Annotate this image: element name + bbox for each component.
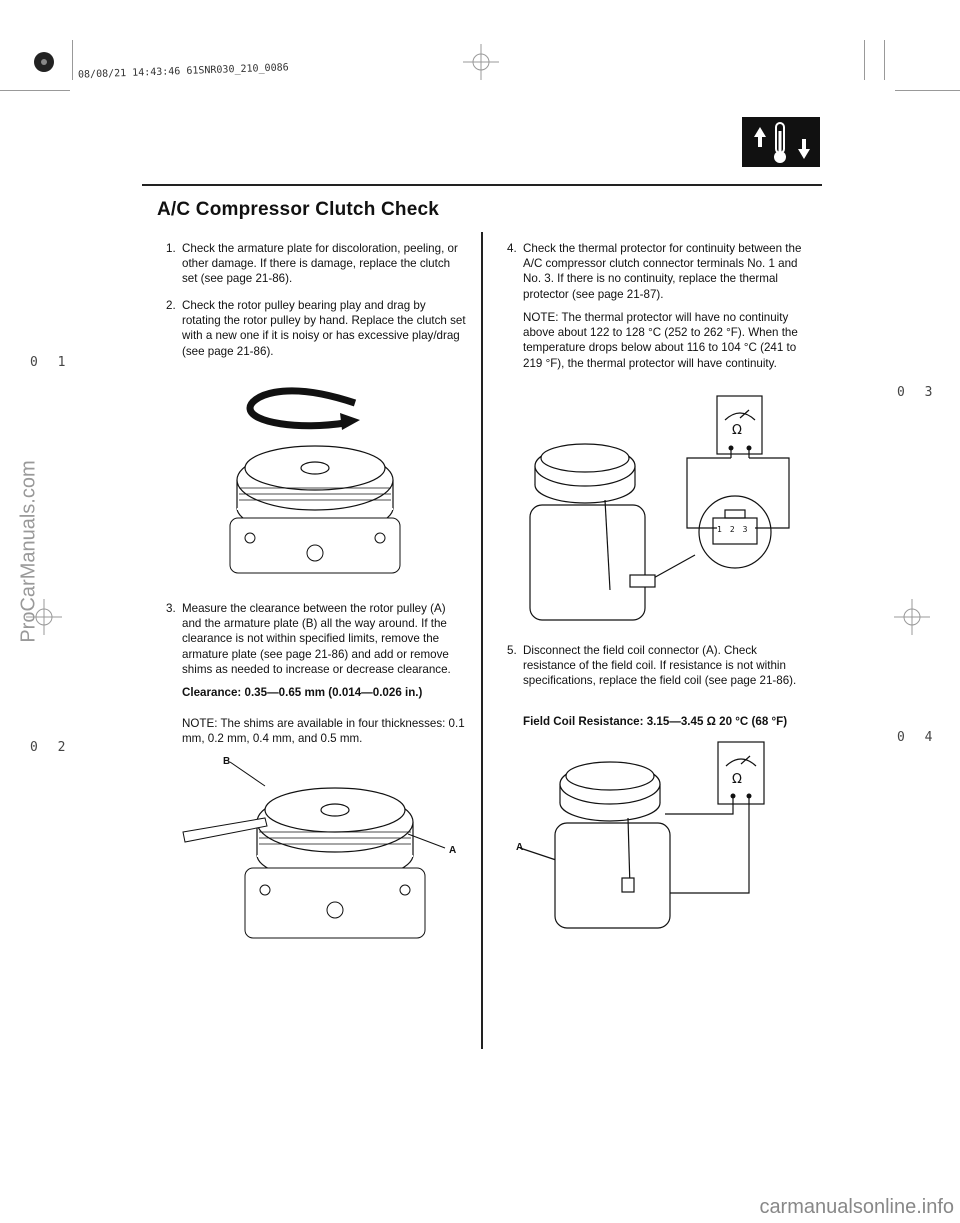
field-coil-figure: [510, 738, 810, 948]
crosshair-icon: [894, 599, 930, 635]
margin-mark-01: 0 1: [30, 355, 72, 370]
compressor-rotation-figure: [220, 368, 470, 578]
step-text: Measure the clearance between the rotor pulley (A) and the armature plate (B) all the way around. If the clearance is not within specified limits, remove the armature plate (see page 21-86) and add or remove shims as needed to increase or decrease clearance.: [182, 602, 451, 676]
shim-note: NOTE: The shims are available in four thicknesses: 0.1 mm, 0.2 mm, 0.4 mm, and 0.5 mm.: [182, 717, 465, 746]
thermal-protector-figure: [505, 390, 815, 640]
terminal-2: 2: [729, 525, 743, 534]
step-3: [166, 601, 466, 677]
rotation-arrow-icon: [250, 391, 355, 426]
step-number: 1.: [166, 242, 176, 255]
step-number: 2.: [166, 299, 176, 312]
label-rotor-pulley: A: [449, 845, 457, 856]
margin-mark-04: 0 4: [897, 730, 939, 745]
step-number: 4.: [507, 242, 517, 255]
margin-mark-02: 0 2: [30, 740, 72, 755]
step-text: Disconnect the field coil connector (A). Check resistance of the field coil. If resistance is not within specifications, replace the field coil (see page 21-86).: [523, 644, 797, 688]
page-title: A/C Compressor Clutch Check: [157, 199, 440, 220]
step-text: Check the rotor pulley bearing play and drag by rotating the rotor pulley by hand. Replace the clutch set with a new one if it is noisy or has excessive play/drag (see page 21-86).: [182, 299, 466, 358]
step-2: [166, 298, 466, 359]
step-text: Check the thermal protector for continuity between the A/C compressor clutch connector terminals No. 1 and No. 3. If there is no continuity, replace the thermal protector (see page 21-87).: [523, 242, 802, 301]
feeler-gauge: [183, 818, 267, 842]
step-text: Check the armature plate for discoloration, peeling, or other damage. If there is damage, replace the clutch set (see page 21-86).: [182, 242, 458, 286]
step-number: 3.: [166, 602, 176, 615]
thermal-note: NOTE: The thermal protector will have no continuity above about 122 to 128 °C (252 to 262 °F). When the temperature drops below about 116 to 104 °C (241 to 219 °F), the thermal protector will have continuity.: [523, 311, 798, 370]
clearance-figure: [175, 750, 475, 950]
step-1: [166, 241, 466, 287]
column-divider: [481, 232, 483, 1049]
label-armature-plate: B: [223, 756, 231, 767]
resistance-spec: Field Coil Resistance: 3.15—3.45 Ω 20 °C (68 °F): [523, 715, 788, 728]
step-number: 5.: [507, 644, 517, 657]
header-rule: [142, 184, 822, 186]
ohm-symbol-icon: Ω: [732, 423, 742, 438]
clearance-spec: Clearance: 0.35—0.65 mm (0.014—0.026 in.): [182, 686, 423, 699]
crosshair-icon: [463, 44, 499, 80]
label-field-coil-connector: A: [516, 842, 524, 853]
ohm-symbol-icon: Ω: [732, 772, 742, 787]
step-5: [507, 643, 812, 689]
temperature-icon: [742, 117, 820, 167]
terminal-3: 3: [742, 525, 756, 534]
watermark-bottom: carmanualsonline.info: [759, 1196, 954, 1218]
margin-mark-03: 0 3: [897, 385, 939, 400]
connector-terminals: [717, 525, 755, 534]
step-4: [507, 241, 812, 302]
print-stamp: 08/08/21 14:43:46 61SNR030_210_0086: [77, 62, 289, 81]
watermark-left: ProCarManuals.com: [17, 460, 40, 643]
terminal-1: 1: [717, 525, 730, 534]
